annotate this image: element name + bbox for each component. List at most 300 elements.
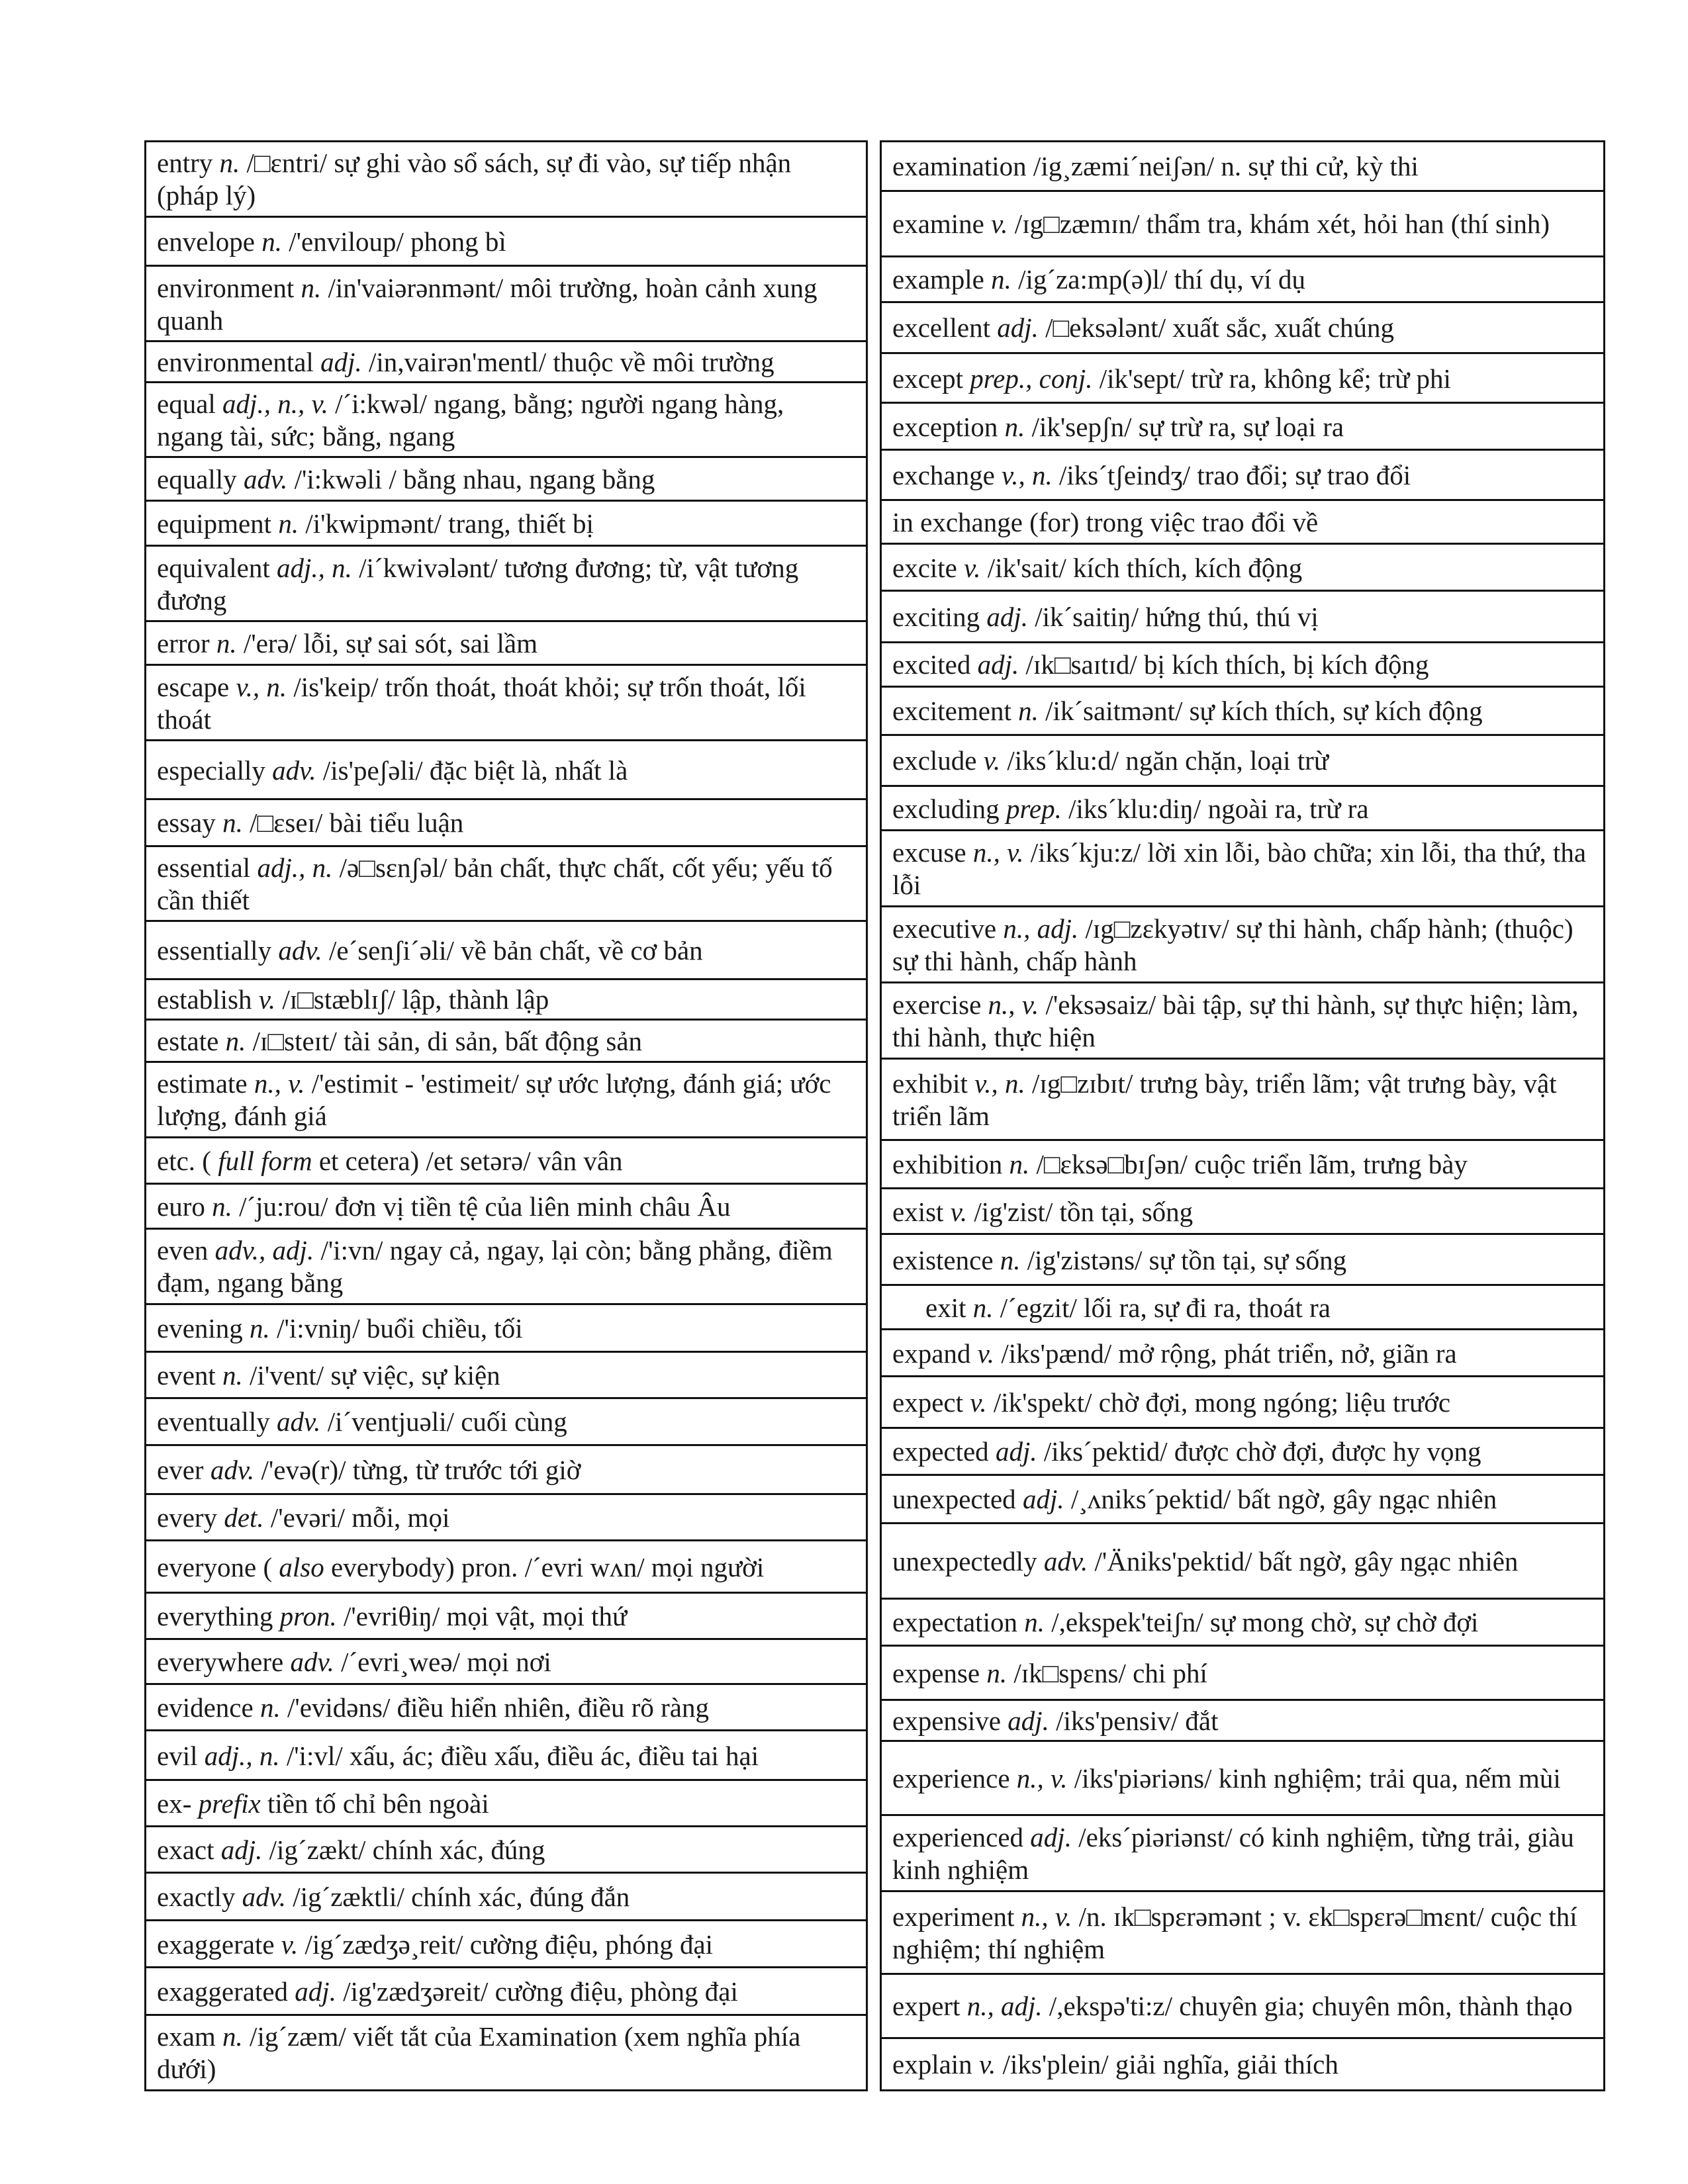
entry-row: [146, 142, 866, 216]
part-of-speech: det.: [224, 1502, 264, 1533]
definition: /□εseɪ/ bài tiểu luận: [250, 807, 464, 839]
definition: /ə□sεnʃəl/ bản chất, thực chất, cốt yếu; yếu tố cần thiết: [157, 852, 833, 915]
part-of-speech: n.: [278, 508, 299, 539]
part-of-speech: prep.: [1006, 793, 1062, 824]
definition: /ig´za:mp(ə)l/ thí dụ, ví dụ: [1018, 264, 1305, 295]
entry-cell: [146, 1873, 866, 1921]
entry-cell: [882, 1523, 1603, 1598]
entry-row: [146, 1592, 866, 1639]
part-of-speech: n.: [216, 628, 237, 659]
definition: /is'keip/ trốn thoát, thoát khỏi; sự trốn thoát, lối thoát: [157, 671, 806, 735]
entry-cell: [882, 544, 1603, 591]
entry-row: [882, 403, 1603, 450]
definition: /ik´saitmənt/ sự kích thích, sự kích động: [1045, 696, 1483, 727]
part-of-speech: n., adj.: [1003, 913, 1079, 944]
headword: exit: [925, 1292, 966, 1323]
headword: eventually: [157, 1406, 270, 1437]
definition: /'i:vn/ ngay cả, ngay, lại còn; bằng phẳng, điềm đạm, ngang bằng: [157, 1235, 833, 1298]
part-of-speech: n.: [991, 264, 1011, 295]
entry-row: [882, 1377, 1603, 1428]
entry-row: [882, 1285, 1603, 1330]
entry-cell: [146, 1445, 866, 1494]
entry-row: [882, 1598, 1603, 1645]
headword: everyone (: [157, 1551, 273, 1582]
definition: /ɪg□zεkyətɪv/ sự thi hành, chấp hành; (thuộc) sự thi hành, chấp hành: [892, 913, 1573, 977]
definition: /ɪk□saɪtɪd/ bị kích thích, bị kích động: [1025, 649, 1429, 680]
headword: equally: [157, 464, 237, 495]
part-of-speech: v.: [950, 1196, 968, 1227]
headword: exist: [892, 1196, 944, 1227]
entry-cell: [882, 983, 1603, 1059]
definition: /¸ʌniks´pektid/ bất ngờ, gây ngạc nhiên: [1070, 1484, 1497, 1515]
entry-cell: [882, 2038, 1603, 2089]
headword: entry: [157, 148, 213, 179]
headword: environment: [157, 272, 295, 303]
entry-cell: [882, 642, 1603, 686]
definition: /i'vent/ sự việc, sự kiện: [250, 1360, 500, 1391]
definition: /iks'plein/ giải nghĩa, giải thích: [1002, 2049, 1338, 2080]
entry-row: [146, 1398, 866, 1445]
entry-cell: [146, 1967, 866, 2015]
entry-row: [882, 302, 1603, 353]
entry-row: [146, 1494, 866, 1540]
part-of-speech: v.: [258, 984, 276, 1015]
entry-row: [146, 921, 866, 979]
part-of-speech: adj.: [977, 649, 1019, 680]
entry-row: [146, 216, 866, 265]
headword: expensive: [892, 1705, 1001, 1736]
right-vocab-table: [882, 142, 1603, 2089]
headword: unexpectedly: [892, 1545, 1037, 1576]
entry-cell: [882, 1234, 1603, 1285]
part-of-speech: also: [279, 1551, 324, 1582]
definition: /iks´klu:diŋ/ ngoài ra, trừ ra: [1068, 793, 1369, 824]
part-of-speech: n.: [222, 807, 243, 839]
definition: /'Äniks'pektid/ bất ngờ, gây ngạc nhiên: [1094, 1545, 1519, 1576]
definition: everybody) pron. /´evri wʌn/ mọi người: [331, 1551, 765, 1582]
entry-cell: [882, 450, 1603, 500]
headword: ex-: [157, 1788, 192, 1819]
headword: everywhere: [157, 1647, 284, 1678]
definition: /'eksəsaiz/ bài tập, sự thi hành, sự thực hiện; làm, thi hành, thực hiện: [892, 989, 1579, 1053]
entry-cell: [146, 1731, 866, 1780]
entry-cell: [882, 1645, 1603, 1700]
definition: /'evəri/ mỗi, mọi: [270, 1502, 450, 1533]
entry-cell: [882, 1059, 1603, 1140]
definition: /is'peʃəli/ đặc biệt là, nhất là: [322, 754, 628, 786]
entry-row: [882, 256, 1603, 302]
definition: /ig'zistəns/ sự tồn tại, sự sống: [1027, 1244, 1347, 1275]
part-of-speech: n., adj.: [966, 1991, 1043, 2022]
headword: exhibition: [892, 1149, 1003, 1180]
entry-cell: [146, 546, 866, 621]
headword: evil: [157, 1740, 198, 1771]
entry-cell: [146, 1229, 866, 1304]
entry-row: [146, 1826, 866, 1872]
headword: exercise: [892, 989, 982, 1021]
entry-row: [882, 2038, 1603, 2089]
headword: executive: [892, 913, 997, 944]
entry-row: [146, 1639, 866, 1684]
definition: /iks´tʃeindʒ/ trao đổi; sự trao đổi: [1058, 459, 1411, 490]
definition: /iks'piəriəns/ kinh nghiệm; trải qua, nếm mùi: [1074, 1763, 1561, 1794]
part-of-speech: adj.: [320, 346, 362, 377]
entry-cell: [146, 1826, 866, 1872]
headword: excluding: [892, 793, 1000, 824]
entry-cell: [146, 2015, 866, 2089]
definition: /ig¸zæmi´neiʃən/ n. sự thi cử, kỳ thi: [1033, 151, 1419, 182]
entry-row: [146, 1304, 866, 1351]
definition: /'evidəns/ điều hiển nhiên, điều rõ ràng: [287, 1692, 709, 1723]
part-of-speech: n.: [222, 1360, 243, 1391]
entry-row: [882, 450, 1603, 500]
entry-cell: [146, 1137, 866, 1183]
part-of-speech: adv.: [272, 754, 316, 786]
entry-cell: [146, 1780, 866, 1826]
part-of-speech: n., v.: [1016, 1763, 1068, 1794]
entry-cell: [146, 1062, 866, 1138]
headword: especially: [157, 754, 265, 786]
headword: excited: [892, 649, 971, 680]
entry-row: [882, 353, 1603, 402]
entry-cell: [146, 1352, 866, 1398]
definition: /ig´zæm/ viết tắt của Examination (xem nghĩa phía dưới): [157, 2021, 801, 2085]
entry-row: [882, 1234, 1603, 1285]
part-of-speech: n.: [1009, 1149, 1030, 1180]
entry-cell: [882, 353, 1603, 402]
entry-cell: [146, 979, 866, 1020]
entry-cell: [882, 1140, 1603, 1188]
definition: /ɪg□zæmɪn/ thẩm tra, khám xét, hỏi han (thí sinh): [1014, 208, 1550, 240]
part-of-speech: n.: [222, 2021, 243, 2052]
definition: /ig'zist/ tồn tại, sống: [974, 1196, 1194, 1227]
definition: /in'vaiərənmənt/ môi trường, hoàn cảnh xung quanh: [157, 272, 818, 336]
headword: even: [157, 1235, 209, 1266]
entry-cell: [882, 1189, 1603, 1234]
headword: establish: [157, 984, 252, 1015]
entry-cell: [882, 1598, 1603, 1645]
entry-row: [882, 1974, 1603, 2038]
part-of-speech: n.: [1024, 1607, 1045, 1638]
part-of-speech: adj.: [986, 602, 1028, 633]
entry-cell: [146, 341, 866, 382]
entry-cell: [146, 1020, 866, 1062]
headword: equipment: [157, 508, 272, 539]
entry-cell: [146, 1921, 866, 1967]
entry-row: [882, 906, 1603, 982]
part-of-speech: v.: [281, 1929, 299, 1960]
part-of-speech: v.: [978, 2049, 996, 2080]
entry-row: [882, 1815, 1603, 1891]
entry-cell: [882, 1475, 1603, 1523]
entry-row: [882, 500, 1603, 544]
entry-cell: [146, 457, 866, 501]
definition: /i´ventjuəli/ cuối cùng: [327, 1406, 567, 1437]
headword: experience: [892, 1763, 1010, 1794]
headword: evening: [157, 1313, 243, 1343]
part-of-speech: pron.: [279, 1600, 337, 1631]
headword: expert: [892, 1991, 961, 2022]
headword: estate: [157, 1026, 219, 1057]
definition: /'erə/ lỗi, sự sai sót, sai lầm: [243, 628, 538, 659]
headword: explain: [892, 2049, 972, 2080]
part-of-speech: n., v.: [988, 989, 1039, 1021]
definition: /'estimit - 'estimeit/ sự ước lượng, đánh giá; ước lượng, đánh giá: [157, 1068, 831, 1132]
headword: envelope: [157, 226, 255, 257]
entry-row: [146, 979, 866, 1020]
entry-cell: [882, 1700, 1603, 1741]
entry-cell: [882, 786, 1603, 831]
headword: excellent: [892, 312, 990, 343]
headword: excite: [892, 552, 957, 583]
headword: event: [157, 1360, 216, 1391]
part-of-speech: n.: [1000, 1244, 1021, 1275]
part-of-speech: adv.: [243, 464, 288, 495]
part-of-speech: v., n.: [236, 671, 287, 702]
entry-row: [882, 830, 1603, 906]
entry-row: [146, 1780, 866, 1826]
headword: expense: [892, 1657, 980, 1688]
entry-cell: [882, 191, 1603, 256]
part-of-speech: adj.: [1008, 1705, 1049, 1736]
part-of-speech: adj.: [995, 1436, 1037, 1467]
headword: etc. (: [157, 1145, 211, 1176]
right-column: [880, 140, 1605, 2091]
headword: exclude: [892, 745, 977, 776]
part-of-speech: n.: [250, 1313, 270, 1343]
definition: /'i:vl/ xấu, ác; điều xấu, điều ác, điều tai hại: [286, 1740, 759, 1771]
headword: essay: [157, 807, 216, 839]
entry-row: [882, 544, 1603, 591]
entry-row: [146, 501, 866, 546]
definition: /n. ɪk□spεrəmənt ; v. εk□spεrə□mεnt/ cuộc thí nghiệm; thí nghiệm: [892, 1901, 1577, 1964]
entry-row: [882, 642, 1603, 686]
headword: equal: [157, 388, 216, 420]
entry-cell: [882, 686, 1603, 735]
headword: every: [157, 1502, 218, 1533]
part-of-speech: v.: [983, 745, 1001, 776]
entry-row: [882, 686, 1603, 735]
headword: examine: [892, 208, 984, 240]
headword: expand: [892, 1338, 971, 1369]
entry-row: [146, 1873, 866, 1921]
entry-cell: [146, 266, 866, 341]
part-of-speech: adj., n., v.: [222, 388, 328, 420]
entry-row: [882, 591, 1603, 642]
headword: estimate: [157, 1068, 248, 1099]
entry-cell: [882, 142, 1603, 191]
definition: /in,vairən'mentl/ thuộc về môi trường: [368, 346, 774, 377]
entry-row: [146, 1921, 866, 1967]
headword: exaggerated: [157, 1976, 289, 2007]
part-of-speech: adj., n.: [204, 1740, 280, 1771]
part-of-speech: n., v.: [1021, 1901, 1072, 1932]
part-of-speech: adv.: [278, 934, 322, 966]
entry-cell: [146, 1684, 866, 1731]
headword: essential: [157, 852, 251, 883]
part-of-speech: adv.: [290, 1647, 334, 1678]
entry-cell: [882, 1377, 1603, 1428]
entry-row: [146, 266, 866, 341]
entry-cell: [146, 1639, 866, 1684]
headword: euro: [157, 1191, 205, 1222]
definition: /´egzit/ lối ra, sự đi ra, thoát ra: [1000, 1292, 1331, 1323]
headword: environmental: [157, 346, 314, 377]
definition: /ik'sait/ kích thích, kích động: [987, 552, 1303, 583]
entry-row: [146, 665, 866, 741]
entry-cell: [882, 1891, 1603, 1974]
definition: /´evri¸weə/ mọi nơi: [341, 1647, 551, 1678]
entry-row: [146, 382, 866, 457]
entry-row: [146, 740, 866, 799]
definition: /ik'sept/ trừ ra, không kể; trừ phi: [1099, 363, 1451, 394]
part-of-speech: n.: [225, 1026, 246, 1057]
definition: /iks´klu:d/ ngăn chặn, loại trừ: [1007, 745, 1329, 776]
entry-cell: [882, 1285, 1603, 1330]
entry-cell: [146, 621, 866, 665]
entry-row: [882, 786, 1603, 831]
part-of-speech: n.: [1004, 411, 1025, 442]
part-of-speech: prep., conj.: [970, 363, 1093, 394]
definition: /'evriθiŋ/ mọi vật, mọi thứ: [344, 1600, 628, 1631]
entry-cell: [146, 1494, 866, 1540]
entry-cell: [146, 1398, 866, 1445]
entry-row: [146, 2015, 866, 2089]
part-of-speech: n.: [259, 1692, 281, 1723]
definition: /ik´saitiŋ/ hứng thú, thú vị: [1035, 602, 1319, 633]
entry-row: [882, 1330, 1603, 1377]
definition: /ig´zækt/ chính xác, đúng: [269, 1835, 545, 1866]
definition: /ɪ□steɪt/ tài sản, di sản, bất động sản: [252, 1026, 643, 1057]
entry-row: [146, 1062, 866, 1138]
entry-cell: [146, 501, 866, 546]
headword: exam: [157, 2021, 216, 2052]
entry-cell: [146, 216, 866, 265]
part-of-speech: n.: [261, 226, 282, 257]
definition: /iks'pensiv/ đắt: [1056, 1705, 1219, 1736]
entry-cell: [146, 846, 866, 921]
left-vocab-table: [146, 142, 866, 2089]
headword: exact: [157, 1835, 214, 1866]
headword: exhibit: [892, 1068, 968, 1099]
part-of-speech: n.: [986, 1657, 1008, 1688]
entry-row: [146, 846, 866, 921]
definition: /,ekspek'teiʃn/ sự mong chờ, sự chờ đợi: [1051, 1607, 1479, 1638]
part-of-speech: adv.: [210, 1454, 255, 1485]
entry-cell: [146, 665, 866, 741]
definition: /□εksə□bɪʃən/ cuộc triển lãm, trưng bày: [1036, 1149, 1468, 1180]
definition: /ɪk□spεns/ chi phí: [1013, 1657, 1207, 1688]
part-of-speech: adv.: [242, 1882, 287, 1913]
entry-row: [882, 1700, 1603, 1741]
definition: /i'kwipmənt/ trang, thiết bị: [305, 508, 594, 539]
entry-row: [146, 1731, 866, 1780]
headword: everything: [157, 1600, 273, 1631]
headword: essentially: [157, 934, 272, 966]
entry-row: [882, 1189, 1603, 1234]
entry-cell: [146, 142, 866, 216]
definition: /e´senʃi´əli/ về bản chất, về cơ bản: [328, 934, 703, 966]
entry-cell: [146, 799, 866, 846]
definition: /ik'spekt/ chờ đợi, mong ngóng; liệu trước: [993, 1387, 1451, 1418]
entry-row: [882, 1741, 1603, 1815]
definition: /i´kwivələnt/ tương đương; từ, vật tương đương: [157, 552, 799, 615]
headword: exchange: [892, 459, 995, 490]
entry-row: [146, 1183, 866, 1228]
left-column: [144, 140, 868, 2091]
entry-cell: [882, 1974, 1603, 2038]
definition: /iks´pektid/ được chờ đợi, được hy vọng: [1043, 1436, 1481, 1467]
entry-row: [882, 191, 1603, 256]
entry-cell: [146, 1592, 866, 1639]
definition: /ɪ□stæblɪʃ/ lập, thành lập: [282, 984, 549, 1015]
part-of-speech: v.: [970, 1387, 987, 1418]
part-of-speech: adv., adj.: [214, 1235, 314, 1266]
entry-row: [146, 1020, 866, 1062]
entry-cell: [882, 1428, 1603, 1475]
entry-cell: [882, 1815, 1603, 1891]
part-of-speech: n.: [1018, 696, 1039, 727]
headword: error: [157, 628, 210, 659]
headword: expected: [892, 1436, 989, 1467]
entry-cell: [146, 382, 866, 457]
headword: experienced: [892, 1822, 1024, 1853]
definition: /ig'zædʒəreit/ cường điệu, phòng đại: [343, 1976, 738, 2007]
entry-row: [146, 1967, 866, 2015]
part-of-speech: adv.: [1043, 1545, 1088, 1576]
headword: ever: [157, 1454, 204, 1485]
entry-row: [146, 1684, 866, 1731]
definition: /´ju:rou/ đơn vị tiền tệ của liên minh châu Âu: [239, 1191, 731, 1222]
headword: excuse: [892, 837, 966, 868]
part-of-speech: n., v.: [254, 1068, 305, 1099]
entry-row: [882, 1891, 1603, 1974]
headword: equivalent: [157, 552, 270, 583]
definition: /eks´piəriənst/ có kinh nghiệm, từng trải, giàu kinh nghiệm: [892, 1822, 1574, 1886]
headword: exactly: [157, 1882, 236, 1913]
part-of-speech: adj.: [220, 1835, 263, 1866]
headword: evidence: [157, 1692, 254, 1723]
headword: expect: [892, 1387, 963, 1418]
headword: experiment: [892, 1901, 1015, 1932]
definition: /iks'pænd/ mở rộng, phát triển, nở, giãn ra: [1001, 1338, 1457, 1369]
entry-row: [146, 1445, 866, 1494]
part-of-speech: full form: [218, 1145, 312, 1176]
entry-cell: [882, 500, 1603, 544]
definition: /ig´zæktli/ chính xác, đúng đắn: [293, 1882, 630, 1913]
definition: et cetera) /et setərə/ vân vân: [318, 1145, 623, 1176]
headword: exaggerate: [157, 1929, 275, 1960]
entry-cell: [882, 591, 1603, 642]
headword: expectation: [892, 1607, 1017, 1638]
entry-row: [146, 1352, 866, 1398]
definition: /□eksələnt/ xuất sắc, xuất chúng: [1045, 312, 1394, 343]
entry-cell: [882, 830, 1603, 906]
definition: /'i:kwəli / bằng nhau, ngang bằng: [294, 464, 655, 495]
definition: /,ekspə'ti:z/ chuyên gia; chuyên môn, thành thạo: [1049, 1991, 1573, 2022]
entry-row: [146, 799, 866, 846]
entry-cell: [882, 735, 1603, 786]
entry-row: [882, 1523, 1603, 1598]
entry-row: [146, 546, 866, 621]
entry-row: [146, 341, 866, 382]
headword: in exchange (for) trong việc trao đổi về: [892, 506, 1319, 537]
entry-row: [882, 1475, 1603, 1523]
part-of-speech: adj.: [295, 1976, 336, 2007]
part-of-speech: n.: [972, 1292, 994, 1323]
entry-row: [146, 1229, 866, 1304]
part-of-speech: v.: [977, 1338, 995, 1369]
